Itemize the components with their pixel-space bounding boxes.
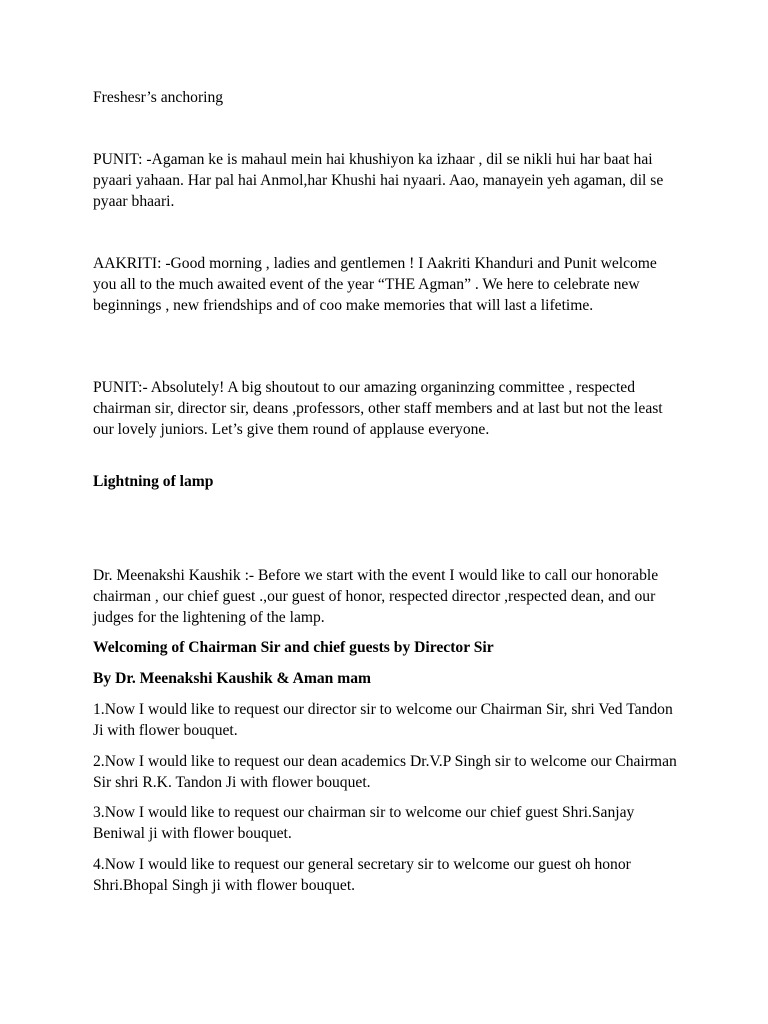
list-item-2: 2.Now I would like to request our dean academics Dr.V.P Singh sir to welcome our Chairman Sir shri R.K. Tandon Ji with flower bouquet. (93, 753, 677, 791)
list-item-3: 3.Now I would like to request our chairman sir to welcome our chief guest Shri.Sanjay Beniwal ji with flower bouquet. (93, 804, 635, 842)
heading-welcoming-chairman: Welcoming of Chairman Sir and chief guests by Director Sir (93, 639, 494, 656)
document-title: Freshesr’s anchoring (93, 89, 224, 106)
heading-hosts: By Dr. Meenakshi Kaushik & Aman mam (93, 670, 371, 687)
paragraph-aakriti-welcome: AAKRITI: -Good morning , ladies and gentlemen ! I Aakriti Khanduri and Punit welcome you all to the much awaited event of the year “THE Agman” . We here to celebrate new beginnings , new friendships and of coo make memories that will last a lifetime. (93, 255, 657, 314)
list-item-4: 4.Now I would like to request our general secretary sir to welcome our guest oh honor Shri.Bhopal Singh ji with flower bouquet. (93, 856, 631, 894)
paragraph-punit-intro: PUNIT: -Agaman ke is mahaul mein hai khushiyon ka izhaar , dil se nikli hui har baat hai pyaari yahaan. Har pal hai Anmol,har Khushi hai nyaari. Aao, manayein yeh agaman, dil se pyaar bhaari. (93, 151, 664, 210)
heading-lightning-of-lamp: Lightning of lamp (93, 473, 214, 490)
paragraph-punit-shoutout: PUNIT:- Absolutely! A big shoutout to our amazing organinzing committee , respected chairman sir, director sir, deans ,professors, other staff members and at last but not the least our lovely juniors. Let’s give them round of applause everyone. (93, 379, 663, 438)
paragraph-meenakshi-call: Dr. Meenakshi Kaushik :- Before we start with the event I would like to call our honorable chairman , our chief guest .,our guest of honor, respected director ,respected dean, and our judges for the lightening of the lamp. (93, 567, 659, 626)
list-item-1: 1.Now I would like to request our director sir to welcome our Chairman Sir, shri Ved Tandon Ji with flower bouquet. (93, 701, 673, 739)
